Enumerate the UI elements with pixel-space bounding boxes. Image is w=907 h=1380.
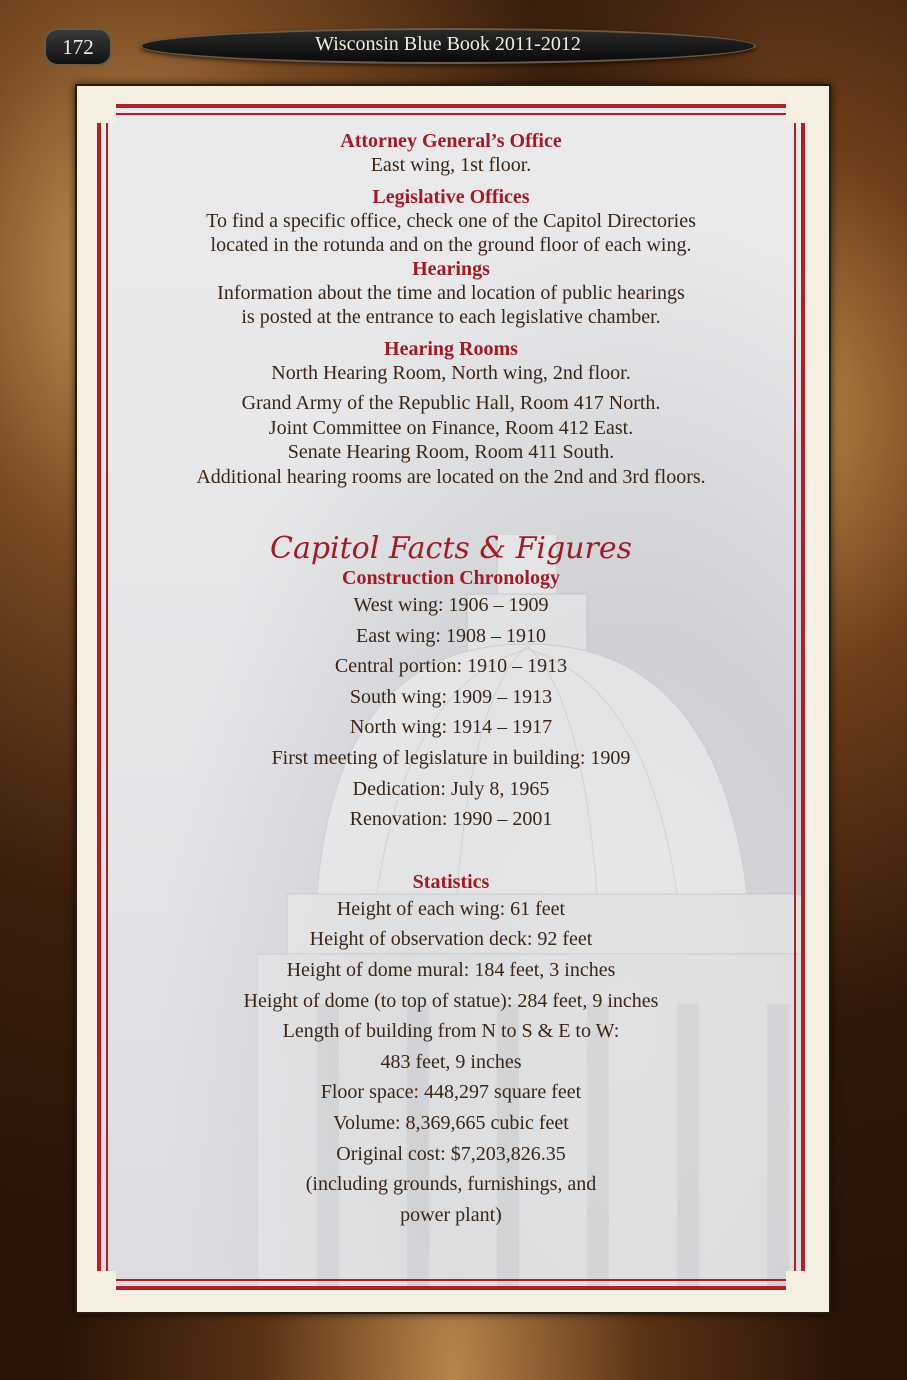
framed-content — [97, 104, 805, 1290]
book-title: Wisconsin Blue Book 2011-2012 — [315, 33, 581, 55]
ag-location: East wing, 1st floor. — [370, 154, 532, 176]
content-panel — [75, 84, 831, 1314]
page-number: 172 — [44, 28, 112, 66]
chronology-heading: Construction Chronology — [342, 567, 560, 589]
legislative-heading: Legislative Offices — [372, 185, 530, 208]
legislative-line: To find a specific office, check one of the Capitol Directories — [206, 209, 696, 232]
chronology-item: Dedication: July 8, 1965 — [352, 777, 550, 800]
facts-title: Capitol Facts & Figures — [269, 531, 632, 566]
hearing-rooms-heading: Hearing Rooms — [384, 337, 518, 360]
statistics-heading: Statistics — [412, 870, 490, 893]
hearings-line: Information about the time and location of public hearings — [217, 281, 685, 304]
legislative-line: located in the rotunda and on the ground floor of each wing. — [210, 234, 692, 256]
frame-corner — [786, 1271, 805, 1290]
statistic-item: Height of dome (to top of statue): 284 feet, 9 inches — [243, 989, 659, 1012]
hearings-line: is posted at the entrance to each legislative chamber. — [241, 306, 661, 328]
chronology-item: Renovation: 1990 – 2001 — [349, 808, 553, 831]
hearing-room-line: Additional hearing rooms are located on the 2nd and 3rd floors. — [196, 465, 706, 488]
statistic-item: (including grounds, furnishings, and — [305, 1173, 597, 1196]
statistic-item: Height of dome mural: 184 feet, 3 inches — [286, 958, 616, 981]
statistic-item: Length of building from N to S & E to W: — [282, 1020, 620, 1043]
statistic-item: power plant) — [400, 1203, 502, 1226]
chronology-list — [97, 590, 805, 835]
chronology-item: South wing: 1909 – 1913 — [349, 685, 553, 708]
statistics-list — [97, 894, 805, 1231]
chronology-item: North wing: 1914 – 1917 — [349, 716, 553, 739]
statistic-item: Volume: 8,369,665 cubic feet — [333, 1111, 569, 1134]
statistic-item: Height of observation deck: 92 feet — [309, 928, 593, 951]
ag-heading: Attorney General’s Office — [340, 130, 562, 152]
hearings-heading: Hearings — [412, 257, 490, 280]
statistic-item: 483 feet, 9 inches — [380, 1050, 522, 1073]
chronology-item: East wing: 1908 – 1910 — [356, 624, 546, 647]
statistic-item: Floor space: 448,297 square feet — [320, 1081, 582, 1104]
hearing-room-line: Senate Hearing Room, Room 411 South. — [287, 441, 615, 463]
statistic-item: Original cost: $7,203,826.35 — [336, 1142, 566, 1165]
chronology-item: Central portion: 1910 – 1913 — [334, 655, 568, 678]
hearing-room-line: Grand Army of the Republic Hall, Room 417 North. — [241, 392, 661, 414]
frame-corner — [97, 1271, 116, 1290]
hearing-room-line: North Hearing Room, North wing, 2nd floor. — [271, 361, 631, 384]
chronology-item: West wing: 1906 – 1909 — [353, 594, 549, 616]
chronology-item: First meeting of legislature in building: 1909 — [271, 746, 631, 769]
page-text — [97, 104, 805, 1230]
statistic-item: Height of each wing: 61 feet — [336, 897, 566, 920]
hearing-room-line: Joint Committee on Finance, Room 412 East. — [268, 416, 634, 439]
